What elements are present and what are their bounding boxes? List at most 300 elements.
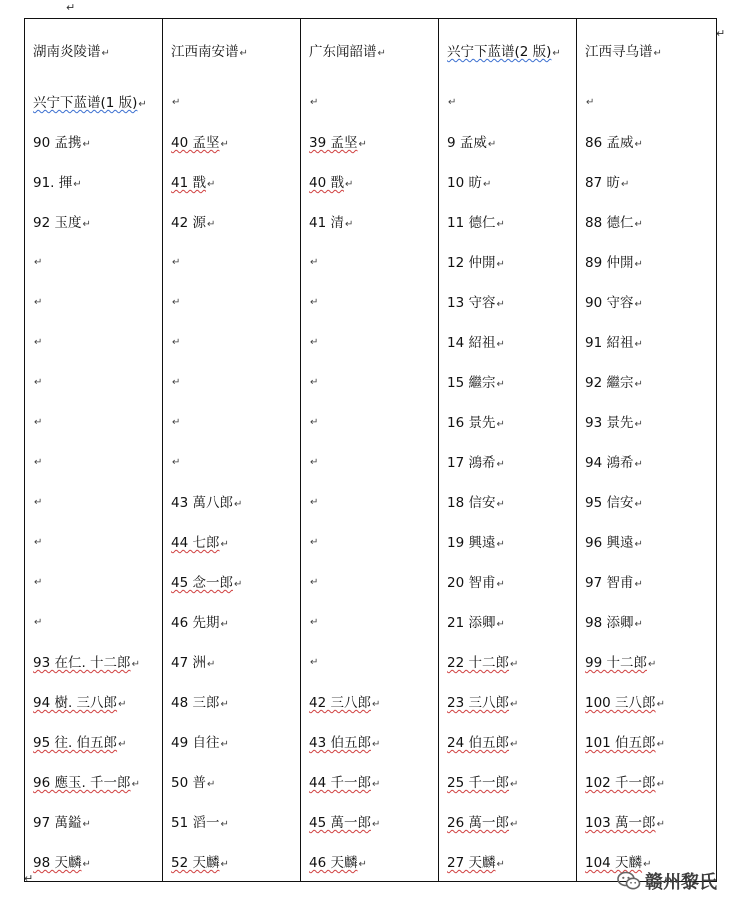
table-cell: [439, 281, 577, 321]
cell-text: 93 在仁. 十二郎: [33, 655, 131, 671]
paragraph-mark: ↵: [634, 379, 643, 390]
wechat-icon: [617, 871, 641, 891]
cell-text: 47 洲: [171, 655, 206, 671]
paragraph-mark: ↵: [371, 739, 381, 750]
table-cell: [301, 161, 439, 201]
cell-text: 20 智甫: [447, 575, 496, 591]
cell-text: 94 樹. 三八郎: [33, 695, 118, 711]
cell-text: 98 添卿: [585, 615, 634, 631]
paragraph-mark: ↵: [344, 219, 354, 230]
cell-text: 44 七郎: [171, 535, 220, 551]
table-cell: [301, 361, 439, 401]
table-row: [25, 481, 717, 521]
paragraph-mark: ↵: [656, 739, 665, 750]
table-cell: [577, 801, 717, 841]
paragraph-mark: ↵: [634, 299, 643, 310]
paragraph-mark: ↵: [206, 219, 216, 230]
paragraph-mark: ↵: [496, 339, 505, 350]
table-cell: [439, 121, 577, 161]
paragraph-mark: ↵: [371, 699, 381, 710]
table-row: [25, 161, 717, 201]
table-cell: [163, 761, 301, 801]
paragraph-mark: ↵: [496, 219, 505, 230]
table-row: [25, 321, 717, 361]
paragraph-mark: ↵: [643, 859, 652, 870]
table-cell: [577, 241, 717, 281]
paragraph-mark: ↵: [172, 337, 181, 348]
table-cell: [577, 601, 717, 641]
paragraph-mark: ↵: [358, 139, 367, 150]
paragraph-mark: ↵: [310, 497, 319, 508]
table-cell: [439, 601, 577, 641]
cell-text: 23 三八郎: [447, 695, 509, 711]
table-cell: [163, 241, 301, 281]
table-cell: [301, 681, 439, 721]
cell-text: 21 添卿: [447, 615, 496, 631]
table-row: [25, 81, 717, 121]
paragraph-mark: ↵: [634, 219, 643, 230]
table-cell: [577, 521, 717, 561]
table-cell: [439, 681, 577, 721]
paragraph-mark: ↵: [496, 299, 505, 310]
cell-text: 26 萬一郎: [447, 815, 509, 831]
cell-text: 90 孟携: [33, 135, 82, 151]
table-cell: [439, 561, 577, 601]
table-cell: [25, 401, 163, 441]
paragraph-mark: ↵: [653, 48, 662, 59]
paragraph-mark: ↵: [634, 419, 643, 430]
table-cell: [163, 841, 301, 882]
table-cell: [577, 19, 717, 82]
table-cell: [163, 481, 301, 521]
cell-text: 48 三郎: [171, 695, 220, 711]
cell-text: 19 興遠: [447, 535, 496, 551]
paragraph-mark: ↵: [220, 619, 229, 630]
paragraph-mark: ↵: [310, 97, 319, 108]
cell-text: 10 昉: [447, 175, 482, 191]
table-row: [25, 441, 717, 481]
cell-text: 103 萬一郎: [585, 815, 656, 831]
table-cell: [25, 361, 163, 401]
cell-text: 98 天麟: [33, 855, 82, 871]
cell-text: 27 天麟: [447, 855, 496, 871]
table-cell: [577, 201, 717, 241]
table-row: [25, 361, 717, 401]
cell-text: 95 信安: [585, 495, 634, 511]
table-row: [25, 401, 717, 441]
table-cell: [163, 561, 301, 601]
table-cell: [163, 601, 301, 641]
cell-text: 40 戬: [309, 175, 344, 191]
table-row: [25, 281, 717, 321]
paragraph-mark: ↵: [634, 579, 643, 590]
cell-text: 9 孟威: [447, 135, 487, 151]
cell-text: 江西南安谱: [171, 44, 239, 60]
table-row: [25, 561, 717, 601]
cell-text: 97 智甫: [585, 575, 634, 591]
table-row: [25, 521, 717, 561]
paragraph-mark: ↵: [82, 219, 91, 230]
paragraph-mark: ↵: [496, 459, 505, 470]
cell-text: 51 滔一: [171, 815, 220, 831]
paragraph-mark: ↵: [172, 297, 181, 308]
paragraph-mark: ↵: [310, 257, 319, 268]
table-cell: [25, 681, 163, 721]
paragraph-mark: ↵: [634, 619, 643, 630]
table-cell: [439, 441, 577, 481]
cell-text: 24 伯五郎: [447, 735, 509, 751]
cell-text: 52 天麟: [171, 855, 220, 871]
cell-text: 江西寻乌谱: [585, 44, 653, 60]
table-row: [25, 241, 717, 281]
cell-text: 95 往. 伯五郎: [33, 735, 118, 751]
paragraph-mark: ↵: [220, 139, 229, 150]
cell-text: 12 仲開: [447, 255, 496, 271]
paragraph-mark: ↵: [34, 337, 43, 348]
paragraph-mark: ↵: [496, 379, 505, 390]
paragraph-mark: ↵: [634, 259, 643, 270]
cell-text: 湖南炎陵谱: [33, 44, 101, 60]
table-cell: [163, 401, 301, 441]
paragraph-mark: ↵: [66, 1, 76, 14]
cell-text: 50 普: [171, 775, 206, 791]
paragraph-mark: ↵: [220, 539, 229, 550]
table-cell: [301, 19, 439, 82]
table-cell: [25, 721, 163, 761]
paragraph-mark: ↵: [34, 377, 43, 388]
table-row: [25, 641, 717, 681]
table-cell: [163, 641, 301, 681]
table-cell: [577, 321, 717, 361]
paragraph-mark: ↵: [138, 99, 147, 110]
paragraph-mark: ↵: [220, 739, 229, 750]
paragraph-mark: ↵: [34, 537, 43, 548]
cell-text: 41 清: [309, 215, 344, 231]
paragraph-mark: ↵: [496, 619, 505, 630]
table-cell: [163, 801, 301, 841]
table-cell: [577, 681, 717, 721]
paragraph-mark: ↵: [482, 179, 492, 190]
watermark: [617, 868, 717, 894]
paragraph-mark: ↵: [34, 257, 43, 268]
table-cell: [301, 241, 439, 281]
paragraph-mark: ↵: [620, 179, 630, 190]
cell-text: 89 仲開: [585, 255, 634, 271]
cell-text: 96 興遠: [585, 535, 634, 551]
subheader-cell: [301, 81, 439, 121]
table-cell: [163, 681, 301, 721]
table-cell: [301, 601, 439, 641]
paragraph-mark: ↵: [131, 659, 140, 670]
table-row: [25, 801, 717, 841]
table-cell: [439, 241, 577, 281]
table-cell: [25, 201, 163, 241]
paragraph-mark: ↵: [448, 97, 457, 108]
paragraph-mark: ↵: [371, 819, 381, 830]
subheader-cell: [439, 81, 577, 121]
cell-text: 86 孟威: [585, 135, 634, 151]
table-cell: [25, 161, 163, 201]
cell-text: 13 守容: [447, 295, 496, 311]
table-cell: [577, 721, 717, 761]
paragraph-mark: ↵: [34, 417, 43, 428]
table-cell: [301, 841, 439, 882]
table-row: [25, 681, 717, 721]
table-cell: [577, 761, 717, 801]
paragraph-mark: ↵: [310, 297, 319, 308]
table-cell: [25, 521, 163, 561]
table-cell: [439, 361, 577, 401]
cell-text: 广东闻韶谱: [309, 44, 377, 60]
paragraph-mark: ↵: [73, 179, 82, 190]
paragraph-mark: ↵: [220, 819, 229, 830]
table-cell: [439, 721, 577, 761]
paragraph-mark: ↵: [509, 659, 519, 670]
table-cell: [25, 281, 163, 321]
paragraph-mark: ↵: [634, 499, 643, 510]
table-cell: [301, 761, 439, 801]
table-row: [25, 721, 717, 761]
table-cell: [163, 121, 301, 161]
paragraph-mark: ↵: [172, 457, 181, 468]
cell-text: 46 天麟: [309, 855, 358, 871]
paragraph-mark: ↵: [206, 179, 216, 190]
table-cell: [301, 641, 439, 681]
paragraph-mark: ↵: [233, 499, 243, 510]
cell-text: 102 千一郎: [585, 775, 656, 791]
cell-text: 11 德仁: [447, 215, 496, 231]
table-cell: [25, 19, 163, 82]
subheader-cell: [577, 81, 717, 121]
table-cell: [439, 801, 577, 841]
paragraph-mark: ↵: [344, 179, 354, 190]
paragraph-mark: ↵: [34, 617, 43, 628]
paragraph-mark: ↵: [656, 699, 665, 710]
paragraph-mark: ↵: [634, 539, 643, 550]
table-cell: [577, 161, 717, 201]
cell-text: 兴宁下蓝谱(2 版): [447, 44, 552, 60]
cell-text: 17 鴻希: [447, 455, 496, 471]
table-cell: [301, 521, 439, 561]
paragraph-mark: ↵: [310, 337, 319, 348]
cell-text: 46 先期: [171, 615, 220, 631]
paragraph-mark: ↵: [310, 457, 319, 468]
paragraph-mark: ↵: [634, 339, 643, 350]
table-cell: [439, 161, 577, 201]
paragraph-mark: ↵: [172, 377, 181, 388]
table-cell: [439, 401, 577, 441]
paragraph-mark: ↵: [634, 459, 643, 470]
cell-text: 90 守容: [585, 295, 634, 311]
table-cell: [577, 441, 717, 481]
paragraph-mark: ↵: [220, 859, 229, 870]
paragraph-mark: ↵: [24, 872, 34, 885]
cell-text: 14 紹祖: [447, 335, 496, 351]
paragraph-mark: ↵: [647, 659, 657, 670]
table-cell: [439, 201, 577, 241]
paragraph-mark: ↵: [206, 779, 216, 790]
cell-text: 104 天麟: [585, 855, 643, 871]
cell-text: 42 三八郎: [309, 695, 371, 711]
paragraph-mark: ↵: [34, 457, 43, 468]
cell-text: 42 源: [171, 215, 206, 231]
paragraph-mark: ↵: [118, 739, 127, 750]
paragraph-mark: ↵: [172, 97, 181, 108]
paragraph-mark: ↵: [586, 97, 595, 108]
paragraph-mark: ↵: [509, 699, 519, 710]
table-cell: [439, 321, 577, 361]
paragraph-mark: ↵: [358, 859, 367, 870]
table-cell: [439, 841, 577, 882]
cell-text: 93 景先: [585, 415, 634, 431]
header-row: [25, 19, 717, 82]
cell-text: 45 念一郎: [171, 575, 233, 591]
cell-text: 41 戬: [171, 175, 206, 191]
table-cell: [25, 121, 163, 161]
table-cell: [439, 481, 577, 521]
paragraph-mark: ↵: [310, 537, 319, 548]
cell-text: 92 玉度: [33, 215, 82, 231]
cell-text: 25 千一郎: [447, 775, 509, 791]
paragraph-mark: ↵: [34, 497, 43, 508]
table-cell: [577, 481, 717, 521]
paragraph-mark: ↵: [509, 739, 519, 750]
table-row: [25, 201, 717, 241]
cell-text: 96 應玉. 千一郎: [33, 775, 131, 791]
cell-text: 18 信安: [447, 495, 496, 511]
paragraph-mark: ↵: [310, 617, 319, 628]
table-cell: [301, 201, 439, 241]
table-cell: [25, 481, 163, 521]
table-cell: [577, 561, 717, 601]
paragraph-mark: ↵: [496, 499, 505, 510]
table-cell: [163, 441, 301, 481]
paragraph-mark: ↵: [377, 48, 386, 59]
cell-text: 22 十二郎: [447, 655, 509, 671]
table-cell: [439, 641, 577, 681]
paragraph-mark: ↵: [82, 139, 91, 150]
cell-text: 40 孟坚: [171, 135, 220, 151]
cell-text: 15 繼宗: [447, 375, 496, 391]
cell-text: 兴宁下蓝谱(1 版): [33, 95, 138, 111]
paragraph-mark: ↵: [496, 579, 505, 590]
paragraph-mark: ↵: [310, 657, 319, 668]
paragraph-mark: ↵: [509, 819, 519, 830]
paragraph-mark: ↵: [656, 779, 665, 790]
cell-text: 16 景先: [447, 415, 496, 431]
table-cell: [163, 721, 301, 761]
paragraph-mark: ↵: [310, 577, 319, 588]
cell-text: 92 繼宗: [585, 375, 634, 391]
paragraph-mark: ↵: [172, 417, 181, 428]
table-cell: [25, 601, 163, 641]
table-cell: [439, 19, 577, 82]
table-cell: [25, 321, 163, 361]
paragraph-mark: ↵: [716, 27, 726, 40]
table-cell: [301, 401, 439, 441]
paragraph-mark: ↵: [656, 819, 665, 830]
paragraph-mark: ↵: [496, 259, 505, 270]
table-cell: [25, 561, 163, 601]
table-cell: [25, 761, 163, 801]
table-cell: [301, 481, 439, 521]
paragraph-mark: ↵: [82, 819, 91, 830]
cell-text: 43 萬八郎: [171, 495, 233, 511]
paragraph-mark: ↵: [118, 699, 127, 710]
paragraph-mark: ↵: [552, 48, 561, 59]
table-cell: [577, 641, 717, 681]
table-cell: [163, 361, 301, 401]
table-cell: [577, 121, 717, 161]
table-row: [25, 121, 717, 161]
cell-text: 91 紹祖: [585, 335, 634, 351]
cell-text: 88 德仁: [585, 215, 634, 231]
table-cell: [25, 241, 163, 281]
paragraph-mark: ↵: [34, 577, 43, 588]
table-cell: [163, 19, 301, 82]
cell-text: 45 萬一郎: [309, 815, 371, 831]
table-cell: [24, 841, 163, 885]
table-cell: [301, 281, 439, 321]
table-row: [25, 601, 717, 641]
cell-text: 49 自往: [171, 735, 220, 751]
table-cell: [439, 521, 577, 561]
watermark-text: 赣州黎氏: [645, 872, 717, 893]
table-cell: [301, 561, 439, 601]
subheader-cell: [25, 81, 163, 121]
paragraph-mark: ↵: [310, 417, 319, 428]
table-row: [25, 841, 717, 882]
paragraph-mark: ↵: [310, 377, 319, 388]
paragraph-mark: ↵: [239, 48, 248, 59]
table-cell: [301, 801, 439, 841]
cell-text: 97 萬鎰: [33, 815, 82, 831]
cell-text: 94 鴻希: [585, 455, 634, 471]
table-cell: [163, 521, 301, 561]
cell-text: 99 十二郎: [585, 655, 647, 671]
subheader-cell: [163, 81, 301, 121]
paragraph-mark: ↵: [101, 48, 110, 59]
table-row: [25, 761, 717, 801]
table-cell: [163, 161, 301, 201]
paragraph-mark: ↵: [220, 699, 229, 710]
paragraph-mark: ↵: [509, 779, 519, 790]
table-cell: [439, 761, 577, 801]
cell-text: 91. 揮: [33, 175, 73, 191]
paragraph-mark: ↵: [634, 139, 643, 150]
paragraph-mark: ↵: [82, 859, 91, 870]
cell-text: 87 昉: [585, 175, 620, 191]
table-cell: [301, 121, 439, 161]
table-cell: [577, 401, 717, 441]
paragraph-mark: ↵: [496, 539, 505, 550]
paragraph-mark: ↵: [496, 859, 505, 870]
cell-text: 43 伯五郎: [309, 735, 371, 751]
paragraph-mark: ↵: [206, 659, 216, 670]
cell-text: 39 孟坚: [309, 135, 358, 151]
table-cell: [577, 281, 717, 321]
table-cell: [25, 801, 163, 841]
paragraph-mark: ↵: [131, 779, 140, 790]
paragraph-mark: ↵: [371, 779, 381, 790]
cell-text: 100 三八郎: [585, 695, 656, 711]
table-cell: [25, 441, 163, 481]
paragraph-mark: ↵: [34, 297, 43, 308]
paragraph-mark: ↵: [487, 139, 497, 150]
table-cell: [163, 281, 301, 321]
cell-text: 44 千一郎: [309, 775, 371, 791]
paragraph-mark: ↵: [233, 579, 243, 590]
